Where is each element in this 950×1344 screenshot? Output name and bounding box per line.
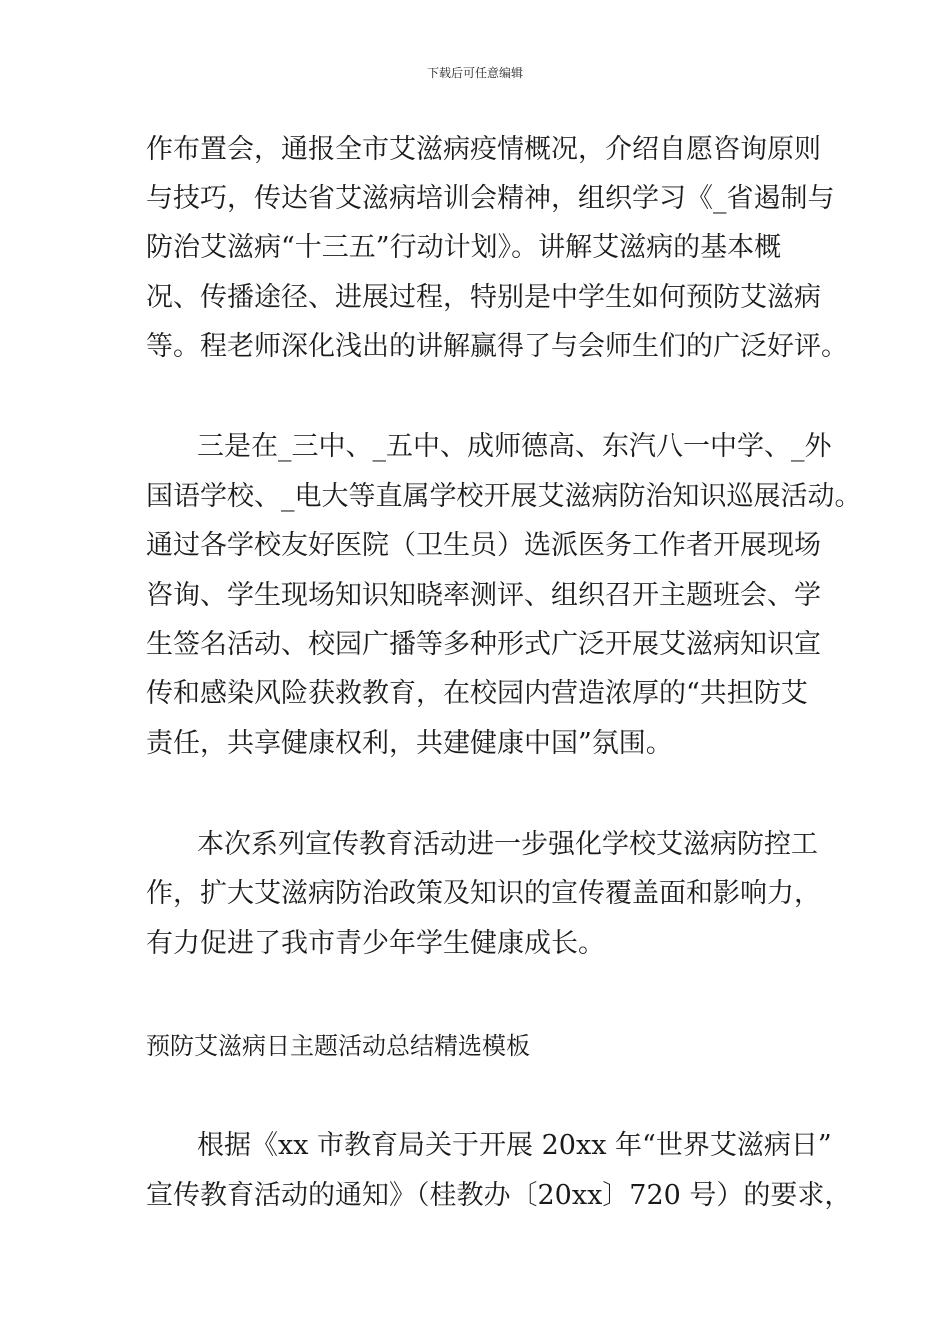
paragraph-line: 况、传播途径、进展过程，特别是中学生如何预防艾滋病 bbox=[146, 282, 821, 313]
paragraph-line: 责任，共享健康权利，共建健康中国”氛围。 bbox=[146, 728, 673, 759]
paragraph-line: 宣传教育活动的通知》（桂教办〔20xx〕720 号）的要求， bbox=[146, 1180, 852, 1211]
paragraph-line: 传和感染风险获救教育，在校园内营造浓厚的“共担防艾 bbox=[146, 678, 808, 709]
paragraph-line: 生签名活动、校园广播等多种形式广泛开展艾滋病知识宣 bbox=[146, 629, 821, 660]
paragraph-line: 咨询、学生现场知识知晓率测评、组织召开主题班会、学 bbox=[146, 580, 821, 611]
paragraph-line: 作布置会，通报全市艾滋病疫情概况，介绍自愿咨询原则 bbox=[146, 134, 821, 165]
paragraph-line: 三是在_三中、_五中、成师德高、东汽八一中学、_外 bbox=[197, 431, 832, 462]
paragraph-line: 与技巧，传达省艾滋病培训会精神，组织学习《_省遏制与 bbox=[146, 183, 835, 214]
paragraph-line: 有力促进了我市青少年学生健康成长。 bbox=[146, 928, 605, 959]
paragraph-line: 防治艾滋病“十三五”行动计划》。讲解艾滋病的基本概 bbox=[146, 232, 782, 263]
paragraph-line: 作，扩大艾滋病防治政策及知识的宣传覆盖面和影响力， bbox=[146, 878, 821, 909]
page-header: 下载后可任意编辑 bbox=[426, 66, 523, 80]
paragraph-line: 国语学校、_电大等直属学校开展艾滋病防治知识巡展活动。 bbox=[146, 481, 862, 512]
paragraph-line: 通过各学校友好医院（卫生员）选派医务工作者开展现场 bbox=[146, 530, 821, 561]
section-title: 预防艾滋病日主题活动总结精选模板 bbox=[146, 1032, 530, 1060]
paragraph-line: 等。程老师深化浅出的讲解赢得了与会师生们的广泛好评。 bbox=[146, 331, 848, 362]
paragraph-line: 本次系列宣传教育活动进一步强化学校艾滋病防控工 bbox=[197, 829, 818, 860]
paragraph-line: 根据《xx 市教育局关于开展 20xx 年“世界艾滋病日” bbox=[197, 1130, 832, 1161]
